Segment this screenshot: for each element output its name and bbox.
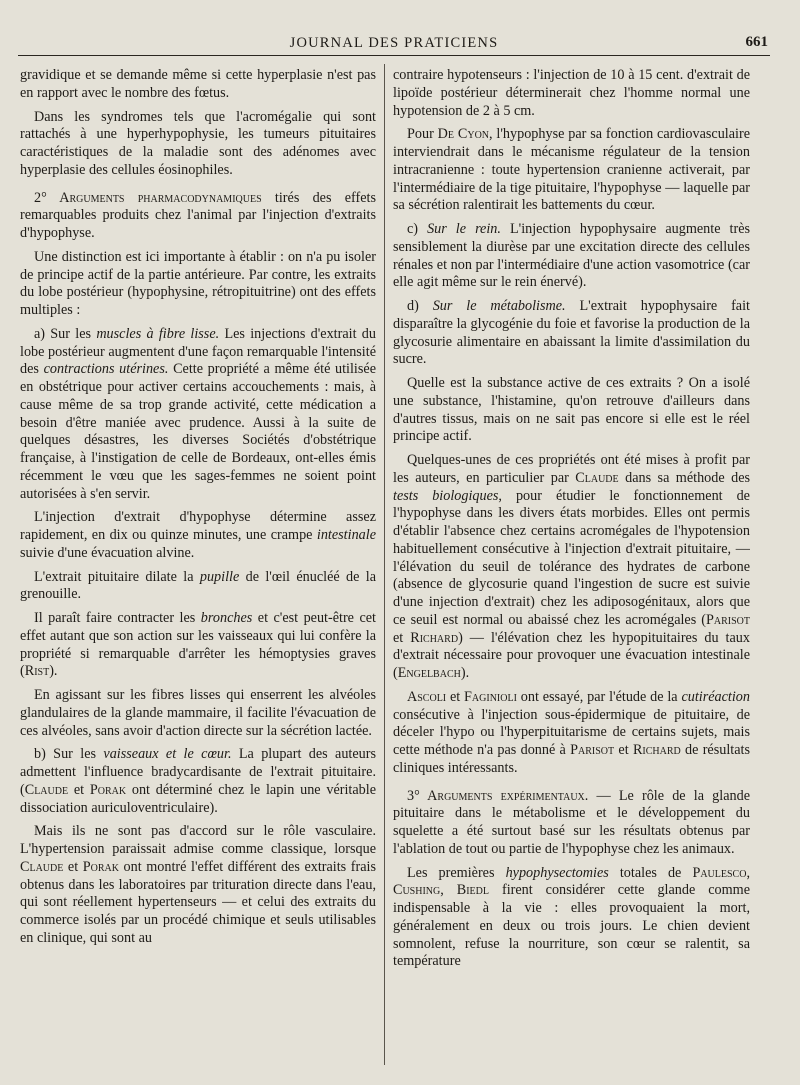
- page-number: 661: [745, 34, 768, 50]
- paragraph: Dans les syndromes tels que l'acromégalie qui sont rattachés à une hyperhypophysie, les tumeurs pituitaires caractéristiques de la maladie sont des adénomes avec hyperplasie des cellules éosinophiles.: [20, 108, 376, 178]
- paragraph: a) Sur les muscles à fibre lisse. Les injections d'extrait du lobe postérieur augmentent d'une façon remarquable l'intensité des contractions utérines. Cette propriété a même été utilisée en obstétrique pour activer certains accouchements : mais, à cause même de sa trop grande activité, cette médication a besoin d'être maniée avec prudence. Aussi à la suite de quelques désastres, les diverses Sociétés d'obstétrique française, à l'instigation de celle de Bordeaux, ont-elles émis récemment le vœu que les sages-femmes ne soient point autorisées à s'en servir.: [20, 325, 376, 502]
- paragraph: L'extrait pituitaire dilate la pupille de l'œil énucléé de la grenouille.: [20, 568, 376, 603]
- right-column: [393, 67, 750, 1081]
- paragraph: contraire hypotenseurs : l'injection de 10 à 15 cent. d'extrait de lipoïde postérieur déterminerait chez l'homme normal une hypotension de 2 à 5 cm.: [393, 67, 750, 119]
- paragraph: gravidique et se demande même si cette hyperplasie n'est pas en rapport avec le nombre des fœtus.: [20, 67, 376, 101]
- section-paragraph: 3° Arguments expérimentaux. — Le rôle de la glande pituitaire dans le métabolisme et le développement du squelette a été surtout basé sur les résultats obtenus par l'ablation de tout ou partie de l'hypophyse chez les animaux.: [393, 787, 750, 857]
- section-paragraph: 2° Arguments pharmacodynamiques tirés des effets remarquables produits chez l'animal par l'injection d'extraits d'hypophyse.: [20, 189, 376, 241]
- paragraph: Il paraît faire contracter les bronches et c'est peut-être cet effet autant que son action sur les vaisseaux qui lui confère la propriété si remarquable d'arrêter les hémoptysies graves (Rist).: [20, 610, 376, 680]
- paragraph: L'injection d'extrait d'hypophyse détermine assez rapidement, en dix ou quinze minutes, une crampe intestinale suivie d'une évacuation alvine.: [20, 509, 376, 561]
- section-heading: 2° Arguments pharmacodynamiques: [34, 189, 262, 206]
- running-header: [18, 33, 770, 56]
- paragraph: c) Sur le rein. L'injection hypophysaire augmente très sensiblement la diurèse par une excitation directe des cellules rénales et non par l'intermédiaire d'une action vasomotrice (car elle agit même sur le rein énervé).: [393, 221, 750, 291]
- paragraph: Les premières hypophysectomies totales de Paulesco, Cushing, Biedl firent considérer cette glande comme indispensable à la vie : elles provoquaient la mort, généralement en deux ou trois jours. Le chien devient somnolent, refuse la nourriture, son cœur se ralentit, sa température: [393, 864, 750, 970]
- section-heading: 3° Arguments expérimentaux.: [407, 787, 589, 804]
- paragraph: Quelques-unes de ces propriétés ont été mises à profit par les auteurs, en particulier par Claude dans sa méthode des tests biologiques, pour étudier le fonctionnement de l'hypophyse dans les divers états morbides. Elles ont permis d'établir l'absence chez certains acromégales de l'hypotension habituellement consécutive à l'injection d'extrait pituitaire, — l'élévation du seuil de tolérance des hydrates de carbone (absence de glycosurie quand l'ingestion de sucre est suivie d'une injection d'extrait) chez les adiposogénitaux, alors que ce seuil est normal ou abaissé chez les acromégales (Parisot et Richard) — l'élévation chez les hypopituitaires du taux d'extrait nécessaire pour provoquer une évacuation intestinale (Engelbach).: [393, 452, 750, 681]
- column-divider: [384, 64, 385, 1065]
- paragraph: Une distinction est ici importante à établir : on n'a pu isoler de principe actif de la partie antérieure. Par contre, les extraits du lobe postérieur (hypophysine, rétropituitrine) ont des effets multiples :: [20, 248, 376, 318]
- paragraph: Mais ils ne sont pas d'accord sur le rôle vasculaire. L'hypertension paraissait admise comme classique, lorsque Claude et Porak ont montré l'effet différent des extraits frais obtenus dans les laboratoires par trituration directe dans l'eau, qui sont réellement hypertenseurs — et celui des extraits du commerce isolés par un procédé chimique et seuls utilisables en clinique, qui sont au: [20, 823, 376, 946]
- paragraph: Pour De Cyon, l'hypophyse par sa fonction cardiovasculaire interviendrait dans le mécanisme régulateur de la tension intracranienne : toute hypertension cranienne activerait, par l'intermédiaire de la tige pituitaire, l'hypophyse — laquelle par sa sécrétion ralentirait les battements du cœur.: [393, 126, 750, 214]
- left-column: [20, 67, 376, 1081]
- paragraph: Ascoli et Faginioli ont essayé, par l'étude de la cutiréaction consécutive à l'injection sous-épidermique de pituitaire, de déceler l'hypo ou l'hyperpituitarisme de certains sujets, mais cette méthode n'a pas donné à Parisot et Richard de résultats cliniques intéressants.: [393, 688, 750, 776]
- journal-title: JOURNAL DES PRATICIENS: [289, 35, 499, 51]
- paragraph: Quelle est la substance active de ces extraits ? On a isolé une substance, l'histamine, qu'on retrouve d'ailleurs dans d'autres tissus, mais on ne sait pas encore si elle est le réel principe actif.: [393, 375, 750, 445]
- paragraph: b) Sur les vaisseaux et le cœur. La plupart des auteurs admettent l'influence bradycardisante de l'extrait pituitaire. (Claude et Porak ont déterminé chez le lapin une véritable dissociation auriculoventriculaire).: [20, 746, 376, 816]
- paragraph: En agissant sur les fibres lisses qui enserrent les alvéoles glandulaires de la glande mammaire, il facilite l'évacuation de ces alvéoles, sans avoir d'action directe sur la sécrétion lactée.: [20, 687, 376, 739]
- paragraph: d) Sur le métabolisme. L'extrait hypophysaire fait disparaître la glycogénie du foie et favorise la production de la glycosurie alimentaire en abaissant la limite d'assimilation du sucre.: [393, 298, 750, 368]
